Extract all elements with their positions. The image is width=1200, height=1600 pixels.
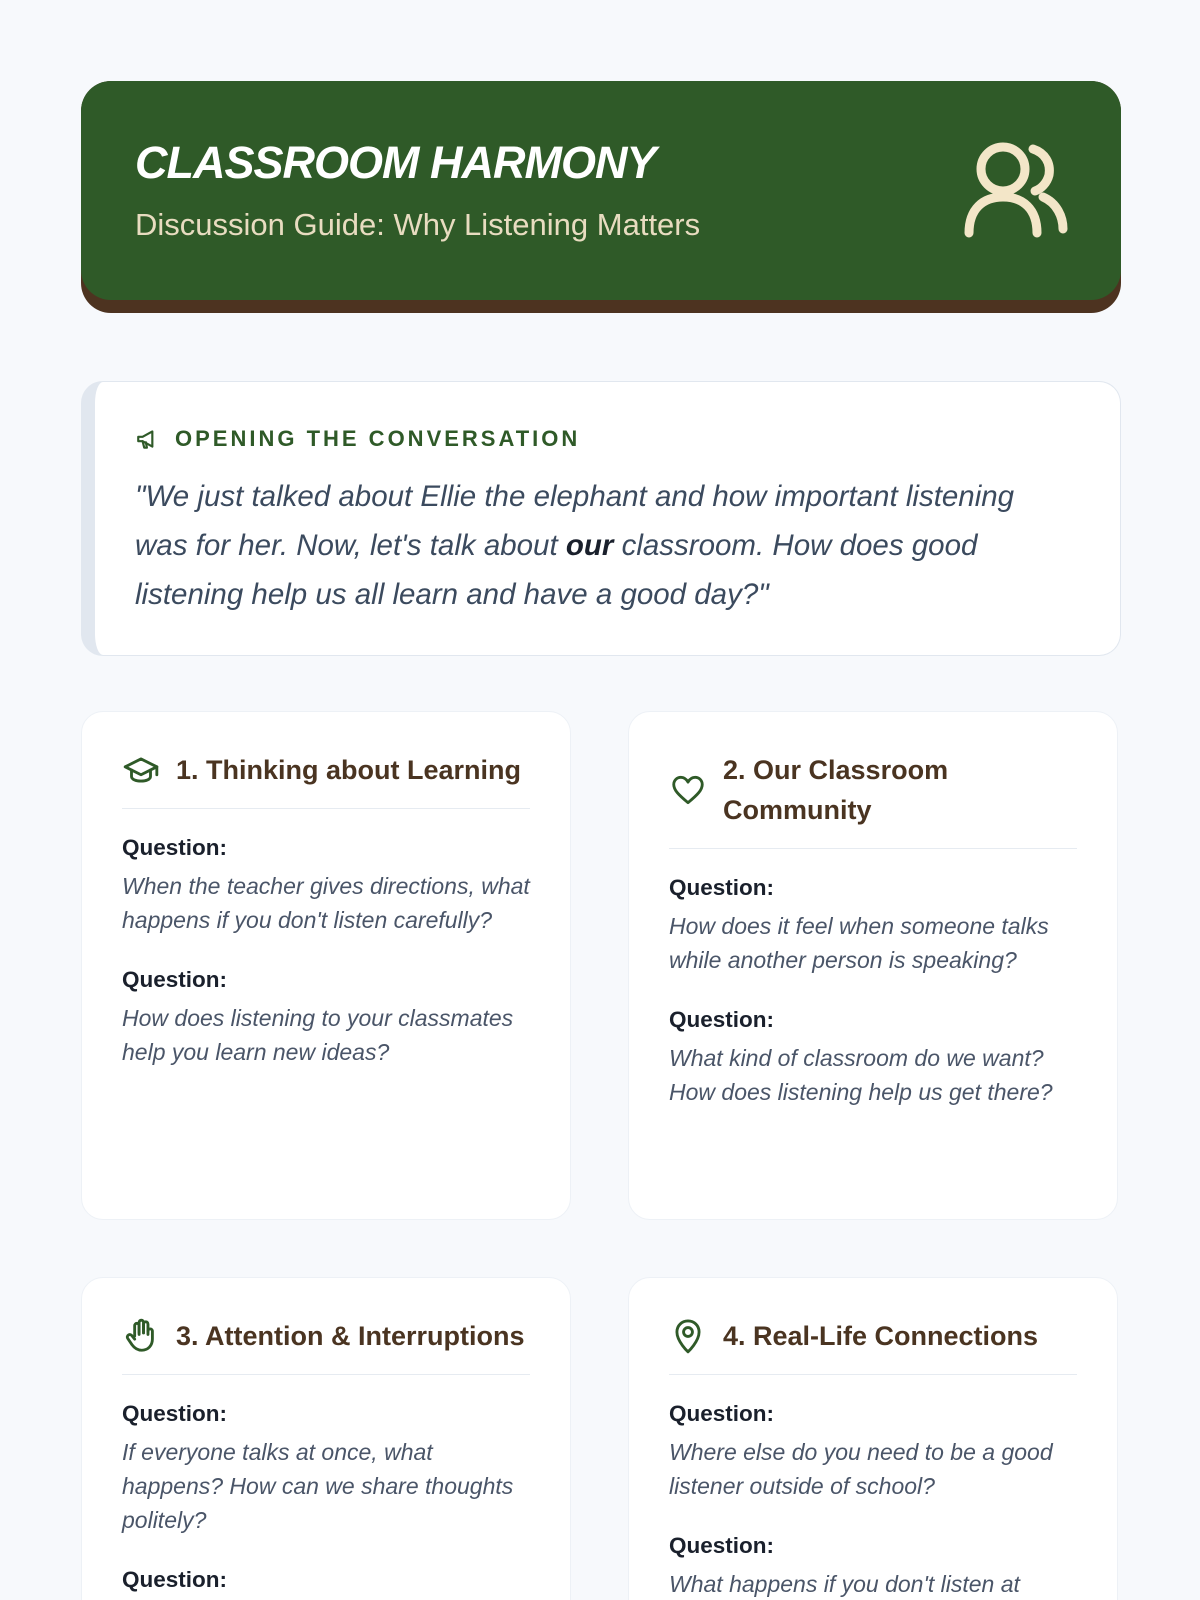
question-text: If everyone talks at once, what happens? How can we share thoughts politely? — [122, 1439, 514, 1533]
discussion-card-community — [628, 711, 1118, 1220]
card-title: 1. Thinking about Learning — [176, 755, 522, 785]
card-header — [669, 750, 1077, 849]
question-text: How does it feel when someone talks while another person is speaking? — [669, 913, 1049, 973]
raised-hand-icon — [122, 1317, 160, 1355]
card-header — [122, 1316, 530, 1375]
discussion-card-attention — [81, 1277, 571, 1600]
question-text: Where else do you need to be a good listener outside of school? — [669, 1439, 1053, 1499]
question-text: How does listening to your classmates help you learn new ideas? — [122, 1005, 514, 1065]
opening-quote-start: "We just talked about Ellie the elephant and how important listening was for her. Now, let's talk about — [135, 480, 1015, 562]
card-title: 3. Attention & Interruptions — [176, 1321, 525, 1351]
question-label: Question: — [669, 1533, 774, 1558]
question-text: When the teacher gives directions, what happens if you don't listen carefully? — [122, 873, 530, 933]
graduation-cap-icon — [122, 751, 160, 789]
opening-quote-end: classroom. How does good listening help us all learn and have a good day?" — [135, 529, 978, 611]
megaphone-icon — [135, 426, 161, 452]
opening-quote — [135, 472, 1055, 619]
question-label: Question: — [122, 1567, 227, 1592]
opening-label: OPENING THE CONVERSATION — [175, 426, 581, 451]
opening-quote-emphasis: our — [565, 529, 614, 562]
question-label: Question: — [669, 875, 774, 900]
discussion-card-learning — [81, 711, 571, 1220]
question-text: What kind of classroom do we want? How does listening help us get there? — [669, 1045, 1053, 1105]
question-label: Question: — [122, 967, 227, 992]
map-pin-icon — [669, 1317, 707, 1355]
header-banner — [81, 81, 1121, 313]
card-header — [669, 1316, 1077, 1375]
page-subtitle: Discussion Guide: Why Listening Matters — [135, 207, 701, 242]
question-text: What happens if you don't listen at — [669, 1571, 1020, 1597]
question-label: Question: — [122, 1401, 227, 1426]
discussion-card-real-life — [628, 1277, 1118, 1600]
header-banner-face — [81, 81, 1121, 300]
card-title: 2. Our Classroom Community — [723, 755, 949, 825]
opening-label-row — [135, 426, 580, 452]
users-icon — [961, 139, 1071, 239]
question-label: Question: — [669, 1401, 774, 1426]
page-title: CLASSROOM HARMONY — [135, 137, 656, 188]
opening-section — [81, 381, 1121, 656]
question-label: Question: — [669, 1007, 774, 1032]
heart-icon — [669, 771, 707, 809]
question-label: Question: — [122, 835, 227, 860]
card-title: 4. Real-Life Connections — [723, 1321, 1039, 1351]
card-header — [122, 750, 530, 809]
